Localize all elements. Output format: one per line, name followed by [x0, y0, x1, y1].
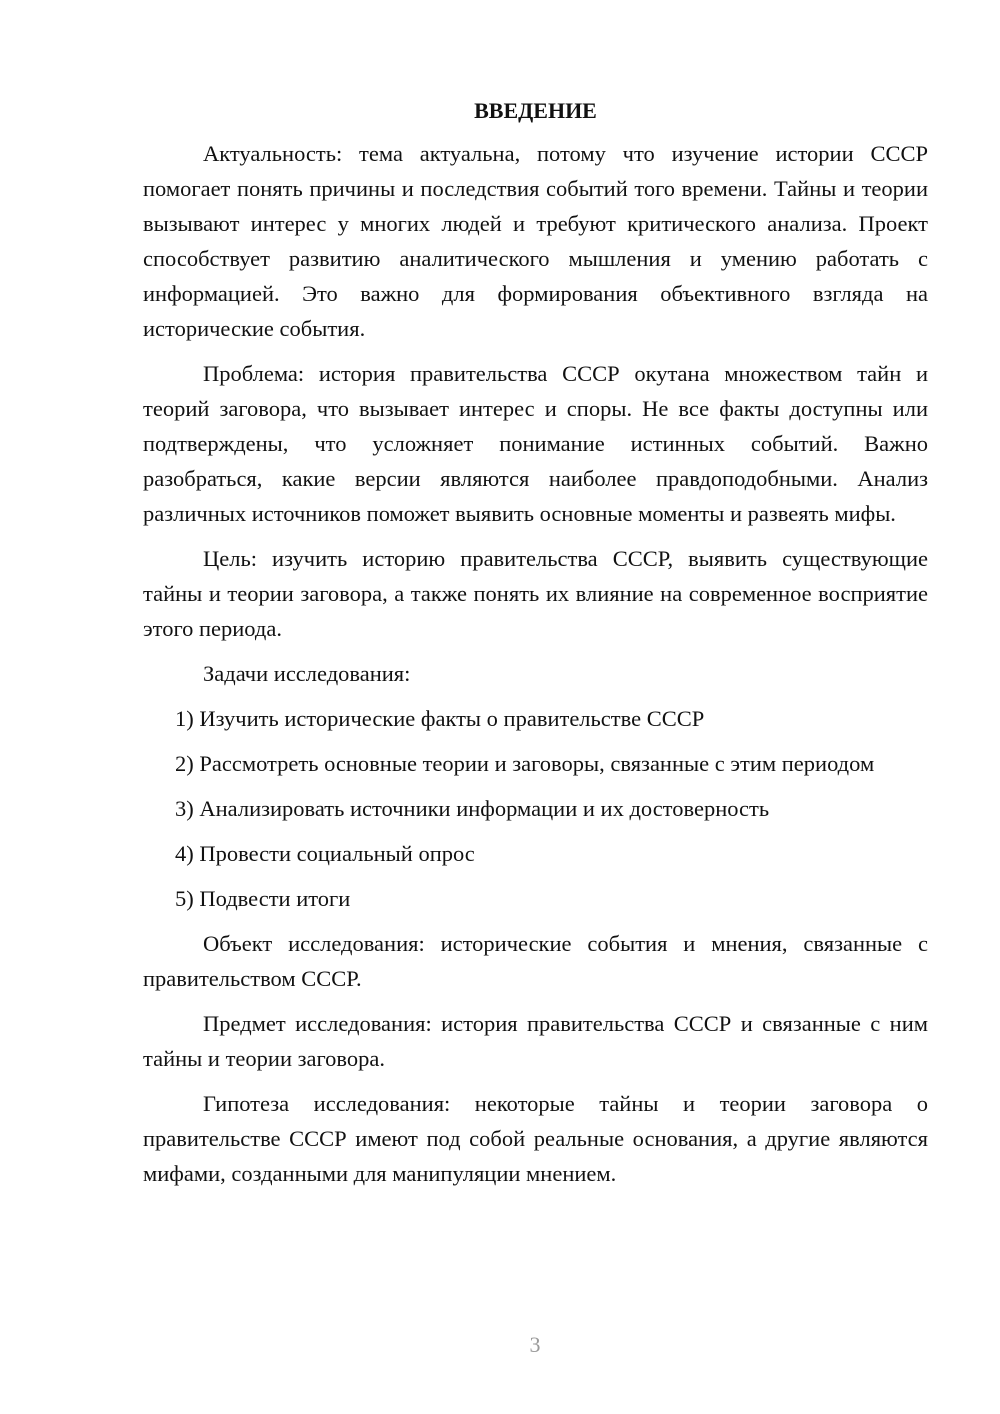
- section-title: ВВЕДЕНИЕ: [474, 98, 597, 123]
- paragraph-hypothesis: Гипотеза исследования: некоторые тайны и теории заговора о правительстве СССР имеют под собой реальные основания, а другие являются мифами, созданными для манипуляции мнением.: [143, 1091, 928, 1186]
- paragraph-problem: Проблема: история правительства СССР окутана множеством тайн и теорий заговора, что вызывает интерес и споры. Не все факты доступны или подтверждены, что усложняет понимание истинных событий. Важно разобраться, какие версии являются наиболее правдоподобными. Анализ различных источников поможет выявить основные моменты и развеять мифы.: [143, 361, 928, 526]
- paragraph-relevance: Актуальность: тема актуальна, потому что изучение истории СССР помогает понять причины и последствия событий того времени. Тайны и теории вызывают интерес у многих людей и требуют критического анализа. Проект способствует развитию аналитического мышления и умению работать с информацией. Это важно для формирования объективного взгляда на исторические события.: [143, 141, 928, 341]
- task-item-3: 3) Анализировать источники информации и их достоверность: [175, 796, 770, 821]
- paragraph-tasks-heading: Задачи исследования:: [203, 661, 411, 686]
- task-item-2: 2) Рассмотреть основные теории и заговоры, связанные с этим периодом: [175, 751, 875, 776]
- paragraph-subject: Предмет исследования: история правительства СССР и связанные с ним тайны и теории заговора.: [143, 1011, 928, 1071]
- paragraph-goal: Цель: изучить историю правительства СССР, выявить существующие тайны и теории заговора, а также понять их влияние на современное восприятие этого периода.: [143, 546, 928, 641]
- task-item-1: 1) Изучить исторические факты о правительстве СССР: [175, 706, 705, 731]
- task-item-4: 4) Провести социальный опрос: [175, 841, 475, 866]
- paragraph-object: Объект исследования: исторические события и мнения, связанные с правительством СССР.: [143, 931, 928, 991]
- page-number: 3: [529, 1332, 541, 1357]
- page-content: [143, 94, 928, 1201]
- task-item-5: 5) Подвести итоги: [175, 886, 351, 911]
